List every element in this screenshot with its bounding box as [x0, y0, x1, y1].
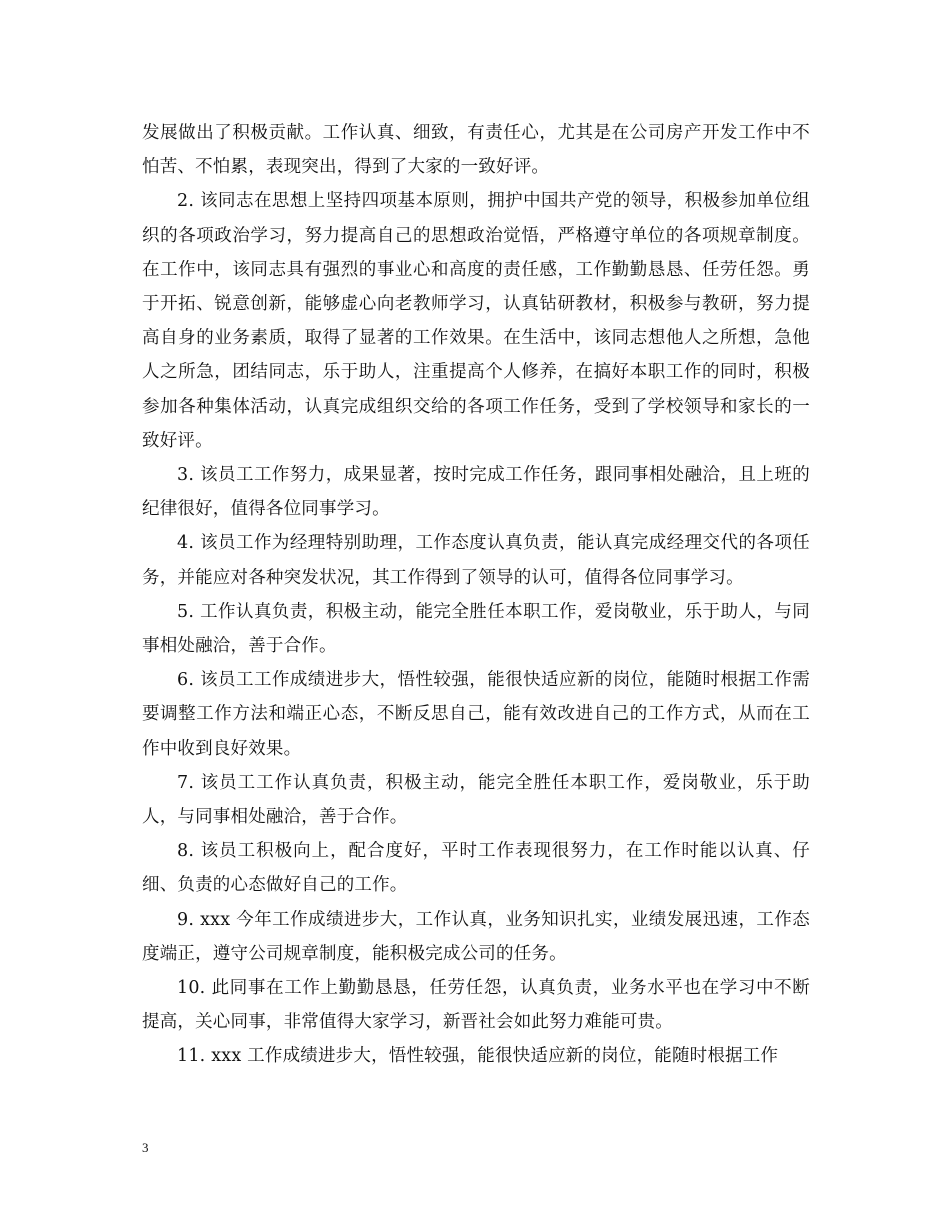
paragraph-continuation: 发展做出了积极贡献。工作认真、细致，有责任心，尤其是在公司房产开发工作中不怕苦、不怕累，表现突出，得到了大家的一致好评。 — [142, 123, 810, 178]
paragraph-item-8: 8. 该员工积极向上，配合度好，平时工作表现很努力，在工作时能以认真、仔细、负责的心态做好自己的工作。 — [142, 841, 810, 896]
paragraph-item-10: 10. 此同事在工作上勤勤恳恳，任劳任怨，认真负责，业务水平也在学习中不断提高，关心同事，非常值得大家学习，新晋社会如此努力难能可贵。 — [142, 978, 810, 1033]
page-number: 3 — [142, 1140, 149, 1155]
paragraph-item-6: 6. 该员工工作成绩进步大，悟性较强，能很快适应新的岗位，能随时根据工作需要调整工作方法和端正心态，不断反思自己，能有效改进自己的工作方式，从而在工作中收到良好效果。 — [142, 670, 810, 759]
document-body — [142, 116, 810, 1074]
paragraph-item-2: 2. 该同志在思想上坚持四项基本原则，拥护中国共产党的领导，积极参加单位组织的各项政治学习，努力提高自己的思想政治觉悟，严格遵守单位的各项规章制度。在工作中，该同志具有强烈的事业心和高度的责任感，工作勤勤恳恳、任劳任怨。勇于开拓、锐意创新，能够虚心向老教师学习，认真钻研教材，积极参与教研，努力提高自身的业务素质，取得了显著的工作效果。在生活中，该同志想他人之所想，急他人之所急，团结同志，乐于助人，注重提高个人修养，在搞好本职工作的同时，积极参加各种集体活动，认真完成组织交给的各项工作任务，受到了学校领导和家长的一致好评。 — [142, 191, 810, 451]
paragraph-item-7: 7. 该员工工作认真负责，积极主动，能完全胜任本职工作，爱岗敬业，乐于助人，与同事相处融洽，善于合作。 — [142, 772, 810, 828]
paragraph-item-9: 9. xxx 今年工作成绩进步大，工作认真，业务知识扎实，业绩发展迅速，工作态度端正，遵守公司规章制度，能积极完成公司的任务。 — [142, 909, 810, 964]
paragraph-item-4: 4. 该员工作为经理特别助理，工作态度认真负责，能认真完成经理交代的各项任务，并能应对各种突发状况，其工作得到了领导的认可，值得各位同事学习。 — [142, 533, 810, 588]
paragraph-item-5: 5. 工作认真负责，积极主动，能完全胜任本职工作，爱岗敬业，乐于助人，与同事相处融洽，善于合作。 — [142, 601, 810, 657]
paragraph-item-11: 11. xxx 工作成绩进步大，悟性较强，能很快适应新的岗位，能随时根据工作 — [177, 1046, 779, 1067]
paragraph-item-3: 3. 该员工工作努力，成果显著，按时完成工作任务，跟同事相处融洽，且上班的纪律很好，值得各位同事学习。 — [142, 465, 810, 520]
